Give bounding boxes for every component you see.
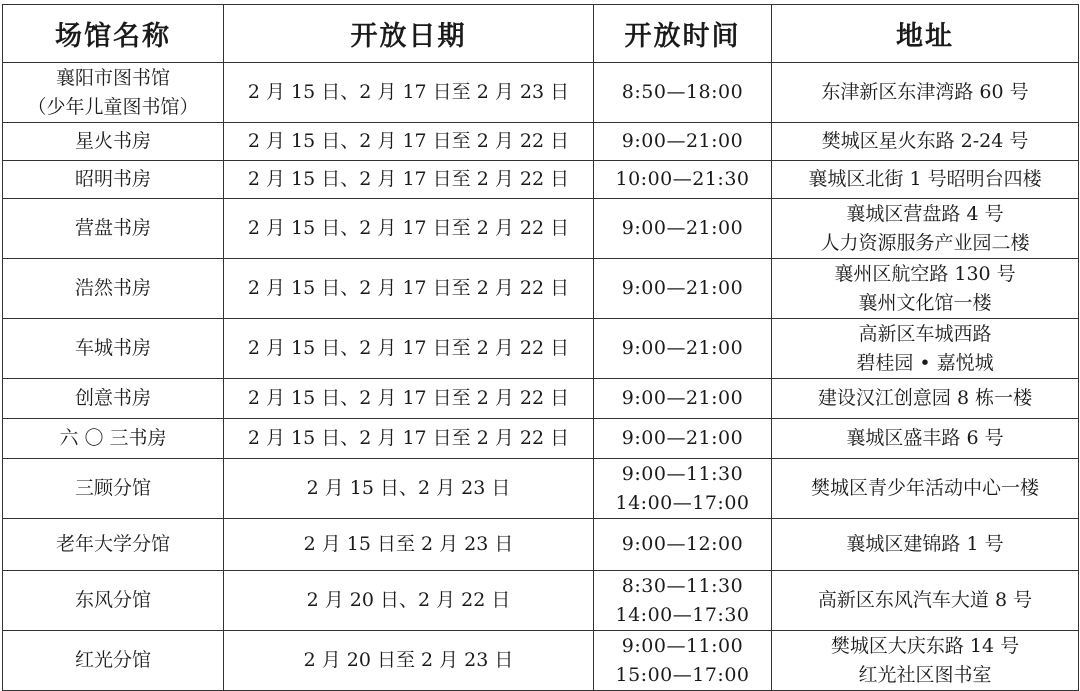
times-line: 9:00—21:00 [621,217,744,239]
name-line: 营盘书房 [74,217,151,239]
address-line: 襄城区北街 1 号昭明台四楼 [808,168,1042,190]
name-line: 浩然书房 [74,277,151,299]
address-line: 樊城区青少年活动中心一楼 [810,477,1039,499]
open-hours-cell [594,419,772,459]
open-dates-cell: 2 月 15 日、2 月 17 日至 2 月 22 日 [224,419,594,459]
times-line: 8:50—18:00 [621,81,744,103]
venue-name-cell [3,63,224,123]
name-line: 老年大学分馆 [55,533,170,555]
name-line: 襄阳市图书馆 [55,66,170,89]
open-dates-cell: 2 月 15 日至 2 月 23 日 [224,519,594,571]
open-hours-cell [594,459,772,519]
open-dates-cell: 2 月 20 日至 2 月 23 日 [224,631,594,691]
address-cell [772,631,1079,691]
address-cell [772,123,1079,161]
open-hours-cell [594,519,772,571]
open-hours-cell [594,379,772,419]
open-hours-cell [594,319,772,379]
table-row [3,123,1079,161]
header-row [3,5,1079,63]
address-line: 碧桂园 • 嘉悦城 [856,351,994,374]
name-line: 星火书房 [74,130,151,152]
name-line: 车城书房 [74,337,151,359]
library-schedule-table [2,4,1079,691]
times-line: 10:00—21:30 [615,168,750,190]
name-line: 昭明书房 [74,168,151,190]
name-line: 红光分馆 [74,649,151,671]
times-line: 9:00—21:00 [621,387,744,409]
address-line: 东津新区东津湾路 60 号 [821,81,1029,103]
times-line: 9:00—21:00 [621,427,744,449]
address-cell [772,199,1079,259]
name-line: 六 〇 三书房 [59,427,167,449]
table-row [3,519,1079,571]
times-line: 9:00—21:00 [621,337,744,359]
address-cell [772,161,1079,199]
venue-name-cell [3,459,224,519]
address-line: 建设汉江创意园 8 栋一楼 [817,387,1033,409]
address-cell [772,459,1079,519]
table-row [3,319,1079,379]
open-dates-cell: 2 月 15 日、2 月 17 日至 2 月 22 日 [224,123,594,161]
open-dates-cell: 2 月 15 日、2 月 17 日至 2 月 22 日 [224,379,594,419]
open-dates-cell: 2 月 15 日、2 月 17 日至 2 月 22 日 [224,199,594,259]
table-row [3,161,1079,199]
times-line: 9:00—21:00 [621,130,744,152]
times-line: 9:00—12:00 [621,533,744,555]
address-cell [772,571,1079,631]
venue-name-cell [3,571,224,631]
address-cell [772,259,1079,319]
address-line: 襄城区营盘路 4 号 [846,202,1004,225]
address-cell [772,519,1079,571]
times-line: 9:00—11:00 [621,634,744,657]
table-row [3,459,1079,519]
venue-name-cell [3,519,224,571]
open-hours-cell [594,123,772,161]
open-dates-cell: 2 月 15 日、2 月 17 日至 2 月 23 日 [224,63,594,123]
address-cell [772,319,1079,379]
table-row [3,379,1079,419]
name-line: 三顾分馆 [74,477,151,499]
name-line: 创意书房 [74,387,151,409]
times-line: 14:00—17:00 [615,491,750,514]
address-line: 襄城区盛丰路 6 号 [846,427,1004,449]
venue-name-cell [3,123,224,161]
table-row [3,571,1079,631]
address-cell [772,63,1079,123]
table-row [3,199,1079,259]
table-row [3,259,1079,319]
address-line: 红光社区图书室 [858,663,992,686]
address-line: 高新区车城西路 [858,322,992,345]
times-line: 14:00—17:30 [615,603,750,626]
address-line: 襄州文化馆一楼 [858,291,992,314]
name-line: 东风分馆 [74,589,151,611]
open-dates-cell: 2 月 15 日、2 月 17 日至 2 月 22 日 [224,319,594,379]
venue-name-cell [3,199,224,259]
times-line: 8:30—11:30 [621,574,744,597]
open-hours-cell [594,571,772,631]
table-row [3,63,1079,123]
times-line: 15:00—17:00 [615,663,750,686]
header-open-dates: 开放日期 [224,5,594,63]
address-line: 高新区东风汽车大道 8 号 [817,589,1033,611]
address-line: 襄州区航空路 130 号 [834,262,1016,285]
open-hours-cell [594,199,772,259]
address-cell [772,419,1079,459]
open-dates-cell: 2 月 15 日、2 月 17 日至 2 月 22 日 [224,161,594,199]
venue-name-cell [3,259,224,319]
address-line: 人力资源服务产业园二楼 [820,231,1030,254]
table-row [3,419,1079,459]
times-line: 9:00—11:30 [621,462,744,485]
schedule-body [3,63,1079,691]
header-address: 地址 [772,5,1079,63]
venue-name-cell [3,419,224,459]
address-cell [772,379,1079,419]
open-hours-cell [594,63,772,123]
address-line: 襄城区建锦路 1 号 [846,533,1004,555]
venue-name-cell [3,379,224,419]
header-open-hours: 开放时间 [594,5,772,63]
table-row [3,631,1079,691]
name-line: （少年儿童图书馆） [27,95,199,118]
open-dates-cell: 2 月 20 日、2 月 22 日 [224,571,594,631]
open-hours-cell [594,631,772,691]
times-line: 9:00—21:00 [621,277,744,299]
open-hours-cell [594,161,772,199]
address-line: 樊城区大庆东路 14 号 [830,634,1020,657]
venue-name-cell [3,631,224,691]
venue-name-cell [3,319,224,379]
open-hours-cell [594,259,772,319]
open-dates-cell: 2 月 15 日、2 月 17 日至 2 月 22 日 [224,259,594,319]
open-dates-cell: 2 月 15 日、2 月 23 日 [224,459,594,519]
address-line: 樊城区星火东路 2-24 号 [821,130,1029,152]
header-venue-name: 场馆名称 [3,5,224,63]
venue-name-cell [3,161,224,199]
